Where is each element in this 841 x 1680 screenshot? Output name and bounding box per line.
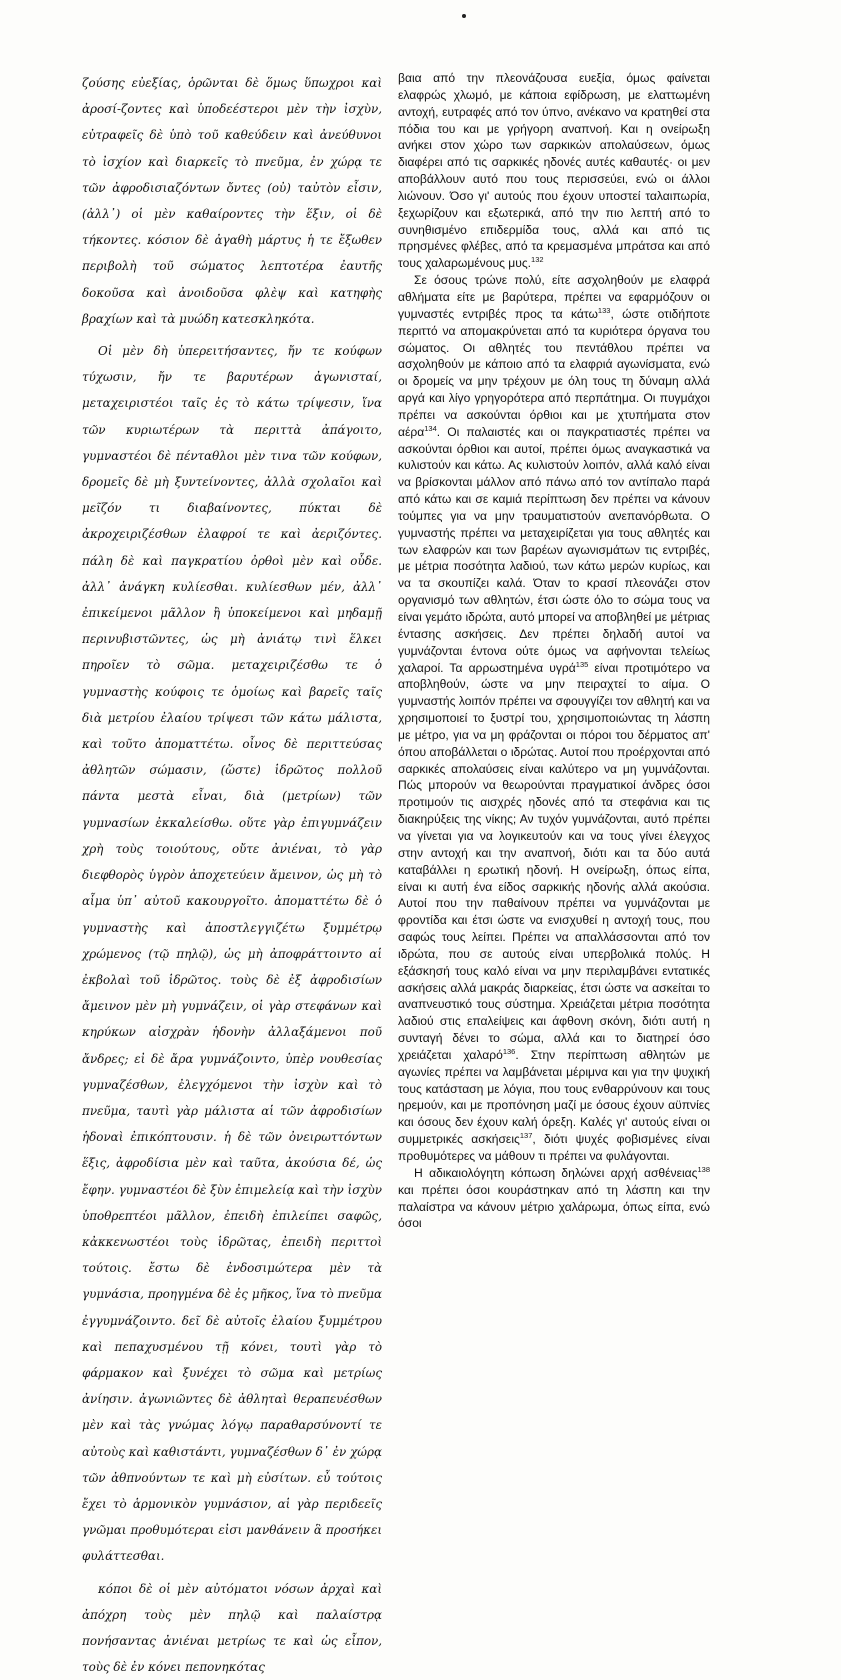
translation-text: βαια από την πλεονάζουσα ευεξία, όμως φαίνεται ελαφρώς χλωμό, με κάποια εφίδρωση, με ελαττωμένη αντοχή, ευτραφές από τον ύπνο, ανέκανο να κρατηθεί στα πόδια του και με γρήγορη αναπνοή. Και η ονείρωξη ανήκει στον χώρο των σαρκικών απολαύσεων, όμως διαφέρει από τις σαρκικές ηδονές αυτές καθαυτές· οι μεν αποβάλλουν αυτό που τους περισσεύει, ενώ οι άλλοι λιώνουν. Όσο γι' αυτούς που έχουν υποστεί ταλαιπωρία, ξεχωρίζουν και εξωτερικά, από την πιο λεπτή από το συνηθισμένο επιδερμίδα τους, αλλά και από τις πρησμένες φλέβες, από τα κρεμασμένα μπράτσα και από τους χαλαρωμένους μυς. [398, 71, 710, 271]
footnote-ref-136[interactable]: 136 [502, 1046, 516, 1056]
translation-text: , διότι ψυχές φοβισμένες είναι προθυμότερες να μάθουν τι πρέπει να φυλάγονται. [398, 1132, 710, 1163]
translation-paragraph-1 [398, 70, 710, 272]
greek-paragraph-3: κόποι δὲ οἱ μὲν αὐτόματοι νόσων ἀρχαὶ καὶ ἀπόχρη τοὺς μὲν πηλῷ καὶ παλαίστρᾳ πονήσαντας ἀνιέναι μετρίως τε καὶ ὡς εἶπον, τοὺς δὲ ἐν κόνει πεπονηκότας [82, 1581, 382, 1675]
translation-paragraph-3 [398, 1165, 710, 1232]
greek-original-column [82, 70, 382, 1675]
translation-text: και πρέπει όσοι κουράστηκαν από τη λάσπη και την παλαίστρα να κάνουν μέτριο χαλάρωμα, όπως είπα, ενώ όσοι [398, 1182, 710, 1231]
footnote-ref-138[interactable]: 138 [697, 1164, 710, 1174]
greek-paragraph-1: ζούσης εὐεξίας, ὁρῶνται δὲ ὅμως ὕπωχροι καὶ ἀροσί-ζοντες καὶ ὑποδεέστεροι μὲν τὴν ἰσχὺν, εὐτραφεῖς δὲ ὑπὸ τοῦ καθεύδειν καὶ ἀνεύθυνοι τὸ ἰσχίον καὶ διαρκεῖς τὸ πνεῦμα, ἐν χώρᾳ τε τῶν ἀφροδισιαζόντων ὄντες (οὐ) ταὐτὸν εἶσιν, (ἀλλ᾿) οἱ μὲν καθαίροντες τὴν ἕξιν, οἱ δὲ τήκοντες. κόσιον δὲ ἀγαθὴ μάρτυς ἡ τε ἔξωθεν περιβολὴ τοῦ σώματος λεπτοτέρα ἐαυτῆς δοκοῦσα καὶ ἀνοιδοῦσα φλὲψ καὶ κατηφὴς βραχίων καὶ τὰ μυώδη κατεσκληκότα. [82, 76, 382, 326]
modern-greek-translation-column [398, 70, 711, 1231]
greek-paragraph-2: Οἱ μὲν δὴ ὑπερειτήσαντες, ἤν τε κούφων τύχωσιν, ἤν τε βαρυτέρων ἀγωνισταί, μεταχειριστέοι ταῖς ἐς τὸ κάτω τρίψεσιν, ἵνα τῶν κυριωτέρων τὰ περιττὰ ἀπάγοιτο, γυμναστέοι δὲ πένταθλοι μὲν τινα τῶν κούφων, δρομεῖς δὲ μὴ ξυντείνοντες, ἀλλὰ σχολαῖοι καὶ μεῖζόν τι διαβαίνοντες, πύκται δὲ ἀκροχειριζέσθων ἐλαφροί τε καὶ ἀεριζόντες. πάλη δὲ καὶ παγκρατίου ὀρθοὶ μὲν καὶ οὗδε. ἀλλ᾿ ἀνάγκη κυλίεσθαι. κυλίεσθων μέν, ἀλλ᾿ ἐπικείμενοι μᾶλλον ἢ ὑποκείμενοι καὶ μηδαμῇ περινυβιστῶντες, ὡς μὴ ἀνιάτῳ τινὶ ἕλκει πηροῖεν τὸ σῶμα. μεταχειριζέσθω τε ὁ γυμναστὴς κούφοις τε ὁμοίως καὶ βαρεῖς ταῖς διὰ μετρίου ἐλαίου τρίψεσι τῶν κάτω μάλιστα, καὶ τοῦτο ἀποματτέτω. οἶνος δὲ περιττεύσας ἀθλητῶν σώμασιν, (ὥστε) ἱδρῶτος πολλοῦ πάντα μεστὰ εἶναι, διὰ (μετρίων) τῶν γυμνασίων ἐκκαλείσθω. οὕτε γὰρ ἐπιγυμνάζειν χρὴ τοὺς τοιούτους, οὔτε ἀνιέναι, τὸ γὰρ διεφθορὸς ὑγρὸν ἀποχετεύειν ἄμεινον, ὡς μὴ τὸ αἷμα ὑπ᾿ αὐτοῦ κακουργοῖτο. ἀποματτέτω δὲ ὁ γυμναστὴς καὶ ἀποστλεγγιζέτω ξυμμέτρῳ χρώμενος (τῷ πηλῷ), ὡς μὴ ἀποφράττοιντο αἱ ἐκβολαὶ τοῦ ἱδρῶτος. τοὺς δὲ ἐξ ἀφροδισίων ἄμεινον μὲν μὴ γυμνάζειν, οἱ γὰρ στεφάνων καὶ κηρύκων αἰσχρὰν ἡδονὴν ἀλλαξάμενοι ποῦ ἄνδρες; εἰ δὲ ἄρα γυμνάζοιντο, ὑπὲρ νουθεσίας γυμναζέσθων, ἐλεγχόμενοι τὴν ἰσχὺν καὶ τὸ πνεῦμα, ταυτὶ γὰρ μάλιστα αἱ τῶν ἀφροδισίων ἡδοναὶ ἐπικόπτουσιν. ἡ δὲ τῶν ὀνειρωττόντων ἕξις, ἀφροδίσια μὲν καὶ ταῦτα, ἀκούσια δέ, ὡς ἔφην. γυμναστέοι δὲ ξὺν ἐπιμελείᾳ καὶ τὴν ἰσχὺν ὑποθρεπτέοι μᾶλλον, ἐπειδὴ ἐπιλείπει σαφῶς, κἀκκενωστέοι τοὺς ἱδρῶτας, ἐπειδὴ περιττοὶ τούτοις. ἔστω δὲ ἐνδοσιμώτερα μὲν τὰ γυμνάσια, προηγμένα δὲ ἐς μῆκος, ἵνα τὸ πνεῦμα ἐγγυμνάζοιντο. δεῖ δὲ αὐτοῖς ἐλαίου ξυμμέτρου καὶ πεπαχυσμένου τῇ κόνει, τουτὶ γὰρ τὸ φάρμακον καὶ ξυνέχει τὸ σῶμα καὶ μετρίως ἀνίησιν. ἀγωνιῶντες δὲ ἀθληταὶ θεραπευέσθων μὲν καὶ τὰς γνώμας λόγῳ παραθαρσύνοντί τε αὐτοὺς καὶ καθιστάντι, γυμναζέσθων δ᾿ ἐν χώρᾳ τῶν ἀθπνούντων τε καὶ μὴ εὐσίτων. εὖ τούτοις ἔχει τὸ ἁρμονικὸν γυμνάσιον, αἱ γὰρ περιδεεῖς γνῶμαι προθυμότεραι εἰσι μανθάνειν ἃ προσήκει φυλάττεσθαι. [82, 344, 382, 1564]
translation-text: είναι προτιμότερο να αποβληθούν, ώστε να μην πειραχτεί το αίμα. Ο γυμναστής λοιπόν πρέπει να σφουγγίζει τον αθλητή και να χρησιμοποιεί το ξυστρί του, χρησιμοποιώντας τη λάσπη με μέτρο, για να μη φράζονται οι πόροι του δέρματος απ' όπου αποβάλλεται ο ιδρώτας. Αυτοί που προέρχονται από σαρκικές απολαύσεις είναι καλύτερο να μη γυμνάζονται. Πώς μπορούν να θεωρούνται πραγματικοί άνδρες όσοι προτιμούν τις αισχρές ηδονές από τα στεφάνια και τις διακηρύξεις της νίκης; Αν τυχόν γυμνάζονται, αυτό πρέπει να γίνεται για να λογικευτούν και να τους γίνει έλεγχος στην αντοχή και την αναπνοή, διότι και τα δύο αυτά καταβάλλει η ερωτική ηδονή. Η ονείρωξη, όπως είπα, είναι κι αυτή ένα είδος σαρκικής ηδονής αλλά ακούσια. Αυτοί που την παθαίνουν πρέπει να γυμνάζονται με φροντίδα και έτσι ώστε να ενισχυθεί η αντοχή τους, που σαφώς τους λείπει. Πρέπει να απαλλάσσονται από τον ιδρώτα, που σε αυτούς είναι υπερβολικά πολύς. Η εξάσκησή τους καλό είναι να μην περιλαμβάνει εντατικές ασκήσεις αλλά μακράς διαρκείας, έτσι ώστε να ασκείται το αναπνευστικό τους σύστημα. Χρειάζεται μέτρια ποσότητα λαδιού στις επαλείψεις και άφθονη σκόνη, διότι αυτή η συνταγή δένει το σώμα, αλλά και το διατηρεί όσο χρειάζεται χαλαρό [398, 660, 711, 1062]
translation-text: . Στην περίπτωση αθλητών με αγωνίες πρέπει να λαμβάνεται μέριμνα και για την ψυχική τους κατάσταση με λόγια, που τους ενθαρρύνουν και τους ηρεμούν, και με προπόνηση μαζί με όσους έχουν αϋπνίες και όσους δεν έχουν καλή όρεξη. Καλές γι' αυτούς είναι οι συμμετρικές ασκήσεις [398, 1047, 710, 1147]
translation-text: Η αδικαιολόγητη κόπωση δηλώνει αρχή ασθένειας [414, 1165, 698, 1180]
footnote-ref-134[interactable]: 134 [424, 423, 437, 433]
translation-text: , ώστε οτιδήποτε περιττό να απομακρύνεται από τα κυριότερα όργανα του σώματος. Οι αθλητές του πεντάθλου πρέπει να ασχοληθούν με κάποιο από τα ελαφριά αγωνίσματα, ενώ οι δρομείς να μην τρέχουν με όλη τους τη δύναμη αλλά αργά και λίγο γρηγορότερα από περπάτημα. Οι πυγμάχοι πρέπει να ασκούνται όρθιοι και με χτυπήματα στον αέρα [398, 306, 711, 439]
footnote-ref-135[interactable]: 135 [575, 659, 589, 669]
footnote-ref-132[interactable]: 132 [531, 255, 544, 265]
translation-text: . Οι παλαιστές και οι παγκρατιαστές πρέπει να ασκούνται όρθιοι και αυτοί, πρέπει όμως αναγκαστικά να κυλιστούν και κάτω. Ας κυλιστούν λοιπόν, αλλά καλό είναι να βρίσκονται μάλλον από πάνω από τον αντίπαλο παρά από κάτω και σε καμιά περίπτωση δεν πρέπει να κάνουν τούμπες για να μην τραυματιστούν ανεπανόρθωτα. Ο γυμναστής πρέπει να μεταχειρίζεται για τους αθλητές και των ελαφρών και των βαρέων αγωνισμάτων τις εντριβές, με μέτρια ποσότητα λαδιού, των κάτω μερών κυρίως, και να τα σκουπίζει καλά. Όταν το κρασί πλεονάζει στον οργανισμό των αθλητών, έτσι ώστε όλο το σώμα τους να είναι γεμάτο ιδρώτα, αυτό μπορεί να αποβληθεί με μέτριας έντασης ασκήσεις. Δεν πρέπει δηλαδή αυτοί να γυμνάζονται έντονα ούτε όμως να αφήνονται τελείως χαλαροί. Τα αρρωστημένα υγρά [398, 424, 710, 675]
footnote-ref-137[interactable]: 137 [519, 1131, 533, 1141]
footnote-ref-133[interactable]: 133 [597, 305, 611, 315]
translation-text: Σε όσους τρώνε πολύ, είτε ασχοληθούν με ελαφρά αθλήματα είτε με βαρύτερα, πρέπει να εφαρμόζουν οι γυμναστές εντριβές προς τα κάτω [398, 273, 710, 321]
translation-paragraph-2 [398, 272, 710, 1165]
page-mark-dot [462, 14, 466, 18]
